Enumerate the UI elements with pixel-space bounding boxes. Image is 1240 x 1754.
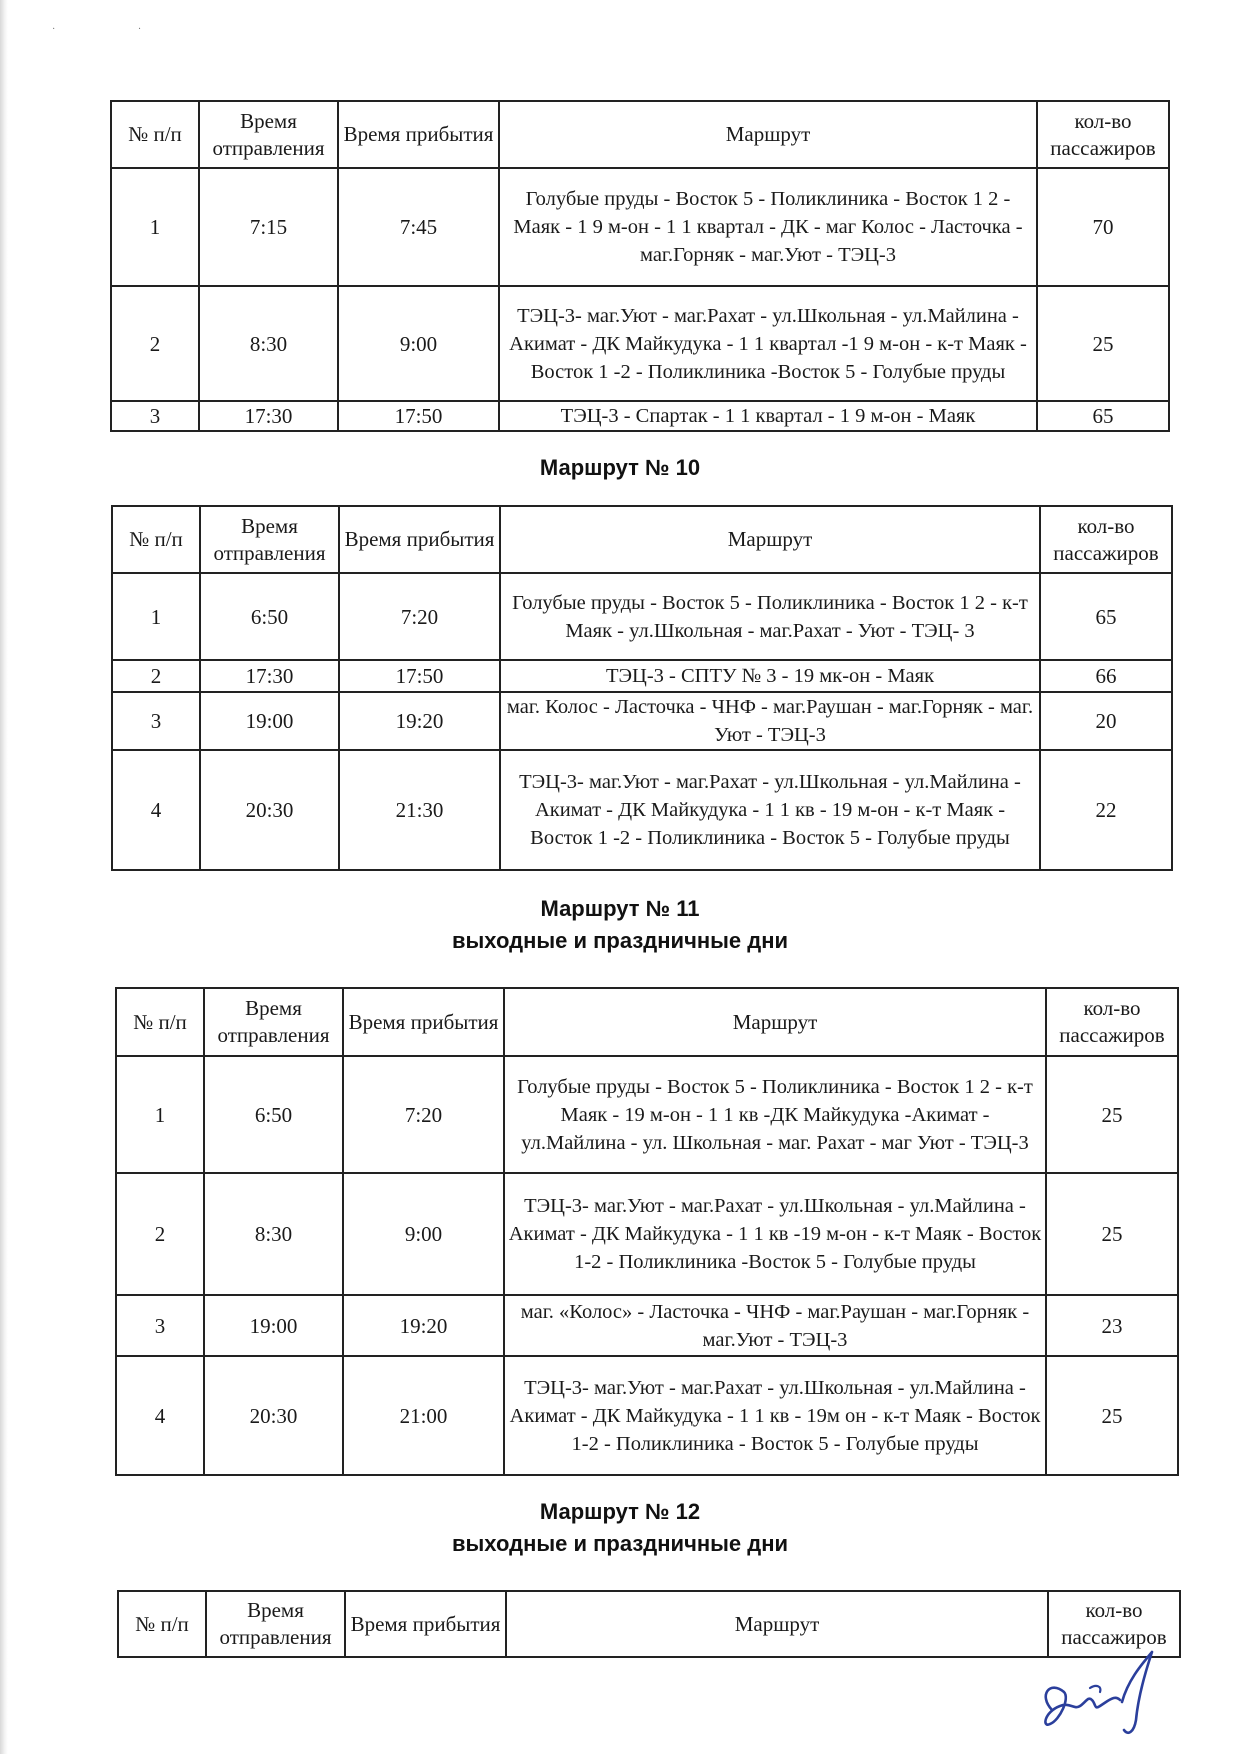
- row-passengers: 65: [1037, 401, 1169, 431]
- schedule-table-route-10: [111, 505, 1173, 871]
- row-departure: 7:15: [199, 168, 338, 286]
- row-departure: 17:30: [199, 401, 338, 431]
- row-num: 2: [111, 286, 199, 401]
- table-row: [112, 750, 1172, 870]
- row-arrival: 21:00: [343, 1356, 504, 1475]
- table-row: [112, 660, 1172, 692]
- handwritten-signature: [1030, 1640, 1190, 1740]
- table-row: [112, 692, 1172, 750]
- row-num: 3: [112, 692, 200, 750]
- row-arrival: 9:00: [343, 1173, 504, 1295]
- col-header-route: Маршрут: [504, 988, 1046, 1056]
- row-passengers: 23: [1046, 1295, 1178, 1356]
- row-route: Голубые пруды - Восток 5 - Поликлиника - Восток 1 2 - Маяк - 1 9 м-он - 1 1 квартал - ДК - маг Колос - Ласточка - маг.Горняк - маг.Уют - ТЭЦ-3: [499, 168, 1037, 286]
- table-row: [116, 1356, 1178, 1475]
- table-row: [111, 168, 1169, 286]
- table-row: [116, 1295, 1178, 1356]
- row-arrival: 7:45: [338, 168, 499, 286]
- route-11-subtitle: выходные и праздничные дни: [451, 928, 789, 953]
- col-header-passengers: кол-во пассажиров: [1048, 1591, 1180, 1657]
- row-departure: 19:00: [204, 1295, 343, 1356]
- row-route: ТЭЦ-3- маг.Уют - маг.Рахат - ул.Школьная - ул.Майлина - Акимат - ДК Майкудука - 1 1 кв - 19 м-он - к-т Маяк - Восток 1 -2 - Поликлиника - Восток 5 - Голубые пруды: [500, 750, 1040, 870]
- schedule-table-route-11: [115, 987, 1179, 1476]
- table-header-row: [118, 1591, 1180, 1657]
- row-arrival: 7:20: [343, 1056, 504, 1173]
- row-arrival: 9:00: [338, 286, 499, 401]
- col-header-arrival: Время прибытия: [345, 1591, 506, 1657]
- row-num: 3: [116, 1295, 204, 1356]
- row-num: 4: [112, 750, 200, 870]
- row-arrival: 19:20: [343, 1295, 504, 1356]
- route-12-subtitle: выходные и праздничные дни: [451, 1531, 789, 1556]
- table-row: [111, 286, 1169, 401]
- row-departure: 20:30: [200, 750, 339, 870]
- row-passengers: 20: [1040, 692, 1172, 750]
- row-num: 3: [111, 401, 199, 431]
- row-route: маг. «Колос» - Ласточка - ЧНФ - маг.Раушан - маг.Горняк - маг.Уют - ТЭЦ-3: [504, 1295, 1046, 1356]
- row-route: ТЭЦ-3 - СПТУ № 3 - 19 мк-он - Маяк: [500, 660, 1040, 692]
- col-header-num: № п/п: [116, 988, 204, 1056]
- row-passengers: 25: [1037, 286, 1169, 401]
- table-row: [116, 1173, 1178, 1295]
- row-departure: 6:50: [204, 1056, 343, 1173]
- row-departure: 17:30: [200, 660, 339, 692]
- row-arrival: 17:50: [338, 401, 499, 431]
- row-route: ТЭЦ-3 - Спартак - 1 1 квартал - 1 9 м-он - Маяк: [499, 401, 1037, 431]
- row-departure: 19:00: [200, 692, 339, 750]
- row-departure: 6:50: [200, 573, 339, 660]
- row-num: 4: [116, 1356, 204, 1475]
- col-header-departure: Время отправления: [206, 1591, 345, 1657]
- col-header-num: № п/п: [111, 101, 199, 168]
- row-num: 2: [112, 660, 200, 692]
- col-header-num: № п/п: [112, 506, 200, 573]
- col-header-passengers: кол-во пассажиров: [1037, 101, 1169, 168]
- row-route: Голубые пруды - Восток 5 - Поликлиника - Восток 1 2 - к-т Маяк - ул.Школьная - маг.Рахат - Уют - ТЭЦ- 3: [500, 573, 1040, 660]
- schedule-table-1: [110, 100, 1170, 432]
- route-11-title: Маршрут № 11: [540, 896, 700, 921]
- row-passengers: 70: [1037, 168, 1169, 286]
- table-row: [116, 1056, 1178, 1173]
- col-header-departure: Время отправления: [200, 506, 339, 573]
- row-route: ТЭЦ-3- маг.Уют - маг.Рахат - ул.Школьная - ул.Майлина - Акимат - ДК Майкудука - 1 1 кв -19 м-он - к-т Маяк - Восток 1-2 - Поликлиника -Восток 5 - Голубые пруды: [504, 1173, 1046, 1295]
- col-header-departure: Время отправления: [199, 101, 338, 168]
- row-arrival: 19:20: [339, 692, 500, 750]
- col-header-route: Маршрут: [500, 506, 1040, 573]
- row-passengers: 25: [1046, 1173, 1178, 1295]
- row-route: маг. Колос - Ласточка - ЧНФ - маг.Раушан - маг.Горняк - маг. Уют - ТЭЦ-3: [500, 692, 1040, 750]
- table-header-row: [111, 101, 1169, 168]
- row-departure: 8:30: [204, 1173, 343, 1295]
- row-passengers: 25: [1046, 1356, 1178, 1475]
- row-num: 1: [111, 168, 199, 286]
- col-header-route: Маршрут: [506, 1591, 1048, 1657]
- col-header-arrival: Время прибытия: [343, 988, 504, 1056]
- row-passengers: 22: [1040, 750, 1172, 870]
- row-route: Голубые пруды - Восток 5 - Поликлиника - Восток 1 2 - к-т Маяк - 19 м-он - 1 1 кв -ДК Майкудука -Акимат - ул.Майлина - ул. Школьная - маг. Рахат - маг Уют - ТЭЦ-3: [504, 1056, 1046, 1173]
- schedule-table-route-12: [117, 1590, 1181, 1658]
- row-passengers: 65: [1040, 573, 1172, 660]
- row-arrival: 7:20: [339, 573, 500, 660]
- row-num: 2: [116, 1173, 204, 1295]
- col-header-passengers: кол-во пассажиров: [1046, 988, 1178, 1056]
- scan-edge: [0, 0, 8, 1754]
- row-arrival: 21:30: [339, 750, 500, 870]
- table-header-row: [112, 506, 1172, 573]
- row-passengers: 66: [1040, 660, 1172, 692]
- row-route: ТЭЦ-3- маг.Уют - маг.Рахат - ул.Школьная - ул.Майлина - Акимат - ДК Майкудука - 1 1 квартал -1 9 м-он - к-т Маяк - Восток 1 -2 - Поликлиника -Восток 5 - Голубые пруды: [499, 286, 1037, 401]
- col-header-route: Маршрут: [499, 101, 1037, 168]
- route-10-title: Маршрут № 10: [539, 455, 701, 480]
- row-route: ТЭЦ-3- маг.Уют - маг.Рахат - ул.Школьная - ул.Майлина - Акимат - ДК Майкудука - 1 1 кв - 19м он - к-т Маяк - Восток 1-2 - Поликлиника - Восток 5 - Голубые пруды: [504, 1356, 1046, 1475]
- row-arrival: 17:50: [339, 660, 500, 692]
- col-header-arrival: Время прибытия: [338, 101, 499, 168]
- scan-marks: · ·: [52, 24, 182, 35]
- row-departure: 20:30: [204, 1356, 343, 1475]
- row-num: 1: [112, 573, 200, 660]
- table-row: [112, 573, 1172, 660]
- table-row: [111, 401, 1169, 431]
- col-header-num: № п/п: [118, 1591, 206, 1657]
- table-header-row: [116, 988, 1178, 1056]
- route-12-title: Маршрут № 12: [539, 1499, 701, 1524]
- col-header-arrival: Время прибытия: [339, 506, 500, 573]
- row-num: 1: [116, 1056, 204, 1173]
- col-header-departure: Время отправления: [204, 988, 343, 1056]
- col-header-passengers: кол-во пассажиров: [1040, 506, 1172, 573]
- row-departure: 8:30: [199, 286, 338, 401]
- row-passengers: 25: [1046, 1056, 1178, 1173]
